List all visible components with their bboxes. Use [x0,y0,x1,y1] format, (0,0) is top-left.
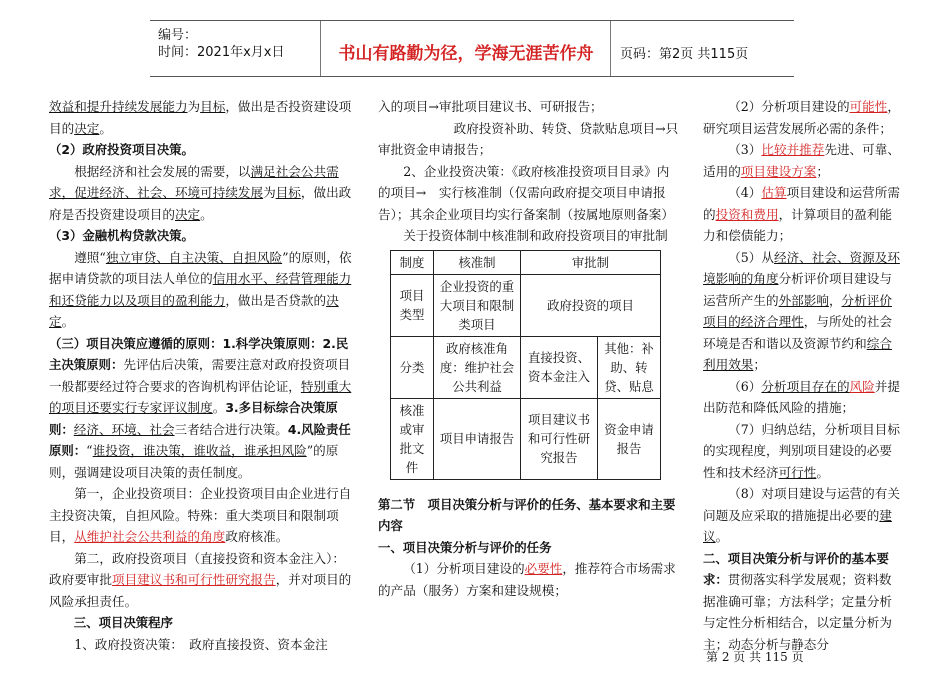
table-cell: 政府核准角度：维护社会公共利益 [434,336,521,398]
text: ，做出政府是否投资建设项目的 [49,185,352,222]
paragraph: 政府投资补助、转贷、贷款贴息项目→只审批资金申请报告； [378,120,679,157]
table-cell: 资金申请报告 [598,398,661,479]
underlined-text: 外部影响 [778,292,829,308]
text: 。 [61,314,75,329]
paragraph [703,376,901,419]
table-cell: 分类 [391,336,434,398]
text: 根据经济和社会发展的需要，以 [74,163,251,179]
paragraph [378,558,680,601]
text: ，与所处的社会环境是否和谐以及资源节约和 [703,314,892,351]
underlined-text: 分析评价项目的经济合理性 [703,292,892,329]
paragraph: 关于投资体制中核准制和政府投资项目的审批制 [403,228,668,243]
text: ； [816,163,829,179]
text: 先评估后决策，需要注意对政府投资项目一般都要经过符合要求的咨询机构评估论证， [49,357,351,394]
text: 。 [99,120,112,136]
section-heading: 第二节 项目决策分析与评价的任务、基本要求和主要内容 [378,496,676,533]
paragraph [703,96,901,139]
paragraph: 入的项目→审批项目建议书、可研报告； [378,99,603,114]
bold-text: 3.多目标综合决策原则： [49,400,338,437]
text: 。 [715,529,729,544]
paragraph [49,247,353,333]
header-divider [610,21,611,76]
underlined-text: 目标 [200,99,226,114]
underlined-text: 经济、环境、社会 [73,421,175,437]
table-cell: 政府投资的项目 [521,274,661,336]
paragraph [703,419,901,484]
subheading: （3）金融机构贷款决策。 [49,228,194,243]
text: 项目建设和运营所需的 [703,185,900,222]
paragraph [49,96,353,139]
text: ，并对项目的风险承担责任。 [49,572,352,609]
underlined-text: 决定 [174,206,201,222]
text: 。 [212,400,226,415]
text: （6） [728,378,762,394]
text: 遵照“ [74,249,106,265]
text: ，研究项目运营发展所必需的条件； [703,99,900,136]
paragraph [703,548,901,656]
paragraph: 1、政府投资决策： 政府直接投资、资本金注 [74,636,328,652]
red-link[interactable]: 项目建设方案 [740,163,817,179]
underlined-text: 决定 [49,292,339,329]
text: 三者结合进行决策。 [174,421,288,437]
text: ，计算项目的盈利能力和偿债能力； [703,206,892,243]
table-cell: 项目建议书和可行性研究报告 [521,398,598,479]
underlined-text: 建议 [703,507,892,544]
header-divider [320,21,321,76]
underlined-text: 效益和提升持续发展能力 [49,99,188,114]
underlined-text: 独立审贷、自主决策、自担风险 [105,249,283,265]
text: 为 [263,185,276,200]
red-link[interactable]: 项目建议书和可行性研究报告 [111,572,276,587]
text: 为 [187,99,201,114]
bold-text: 4.风险责任原则： [49,421,351,458]
underlined-text: 信用水平、经营管理能力和还贷能力以及项目的盈利能力 [49,271,352,308]
text: ，推荐符合市场需求的产品（服务）方案和建设规模； [378,561,676,598]
red-link[interactable]: 估算 [761,185,787,200]
table-cell: 直接投资、资本金注入 [521,336,598,398]
text: ，做出是否投资建设项目的 [49,99,352,136]
text: ； [753,357,766,372]
text: （2）分析项目建设的 [728,99,850,114]
bold-text: （三）项目决策应遵循的原则：1.科学决策原则：2.民主决策原则： [49,335,349,372]
page-header [150,20,794,77]
subheading: （2）政府投资项目决策。 [49,142,194,157]
text: 第二，政府投资项目（直接投资和资本金注入）：政府要审批 [49,550,345,587]
red-link[interactable]: 必要性 [524,561,563,576]
text-column-left [49,96,353,655]
text: （5）从 [728,249,774,265]
underlined-text: 分析项目存在的 [761,378,850,394]
paragraph [49,161,353,226]
paragraph [49,483,353,548]
underlined-text: 特别重大的项目还要实行专家评议制度 [49,378,352,415]
table-cell: 项目类型 [391,274,434,336]
underlined-text: 经济、社会、资源及环境影响的角度 [703,249,900,286]
section-heading: 三、项目决策程序 [73,615,173,630]
text: 。 [200,206,213,222]
page-footer: 第 2 页 共 115 页 [706,650,804,664]
text-column-right [703,96,901,655]
text: （8）对项目建设与运营的有关问题及应采取的措施提出必要的 [703,486,900,523]
text: 先进、可靠、适用的 [703,142,900,179]
paragraph [703,182,901,247]
paragraph [703,483,901,548]
document-time-label: 时间：2021年x月x日 [158,45,285,60]
red-link[interactable]: 比较并推荐 [761,142,825,157]
underlined-text: 决定 [74,120,100,136]
text: ”的原则，强调建设项目决策的责任制度。 [49,443,339,480]
red-link[interactable]: 从维护社会公共利益的角度 [74,529,226,544]
comparison-table [390,250,661,480]
header-page-number: 页码：第2页 共115页 [620,47,749,62]
text-column-middle [378,96,680,601]
document-number-label: 编号： [158,28,198,43]
text: 政府核准。 [225,529,289,544]
paragraph [703,247,901,376]
paragraph [49,548,353,613]
text: （7）归纳总结，分析项目目标的实现程度，判别项目建设的必要性和技术经济 [703,421,900,480]
red-link[interactable]: 风险 [849,378,875,394]
red-link[interactable]: 可能性 [849,99,888,114]
underlined-text: 谁投资，谁决策，谁收益，谁承担风险 [92,443,307,458]
underlined-text: 满足社会公共需求，促进经济、社会、环境可持续发展 [49,163,339,200]
text: ， [828,292,842,308]
underlined-text: 目标 [275,185,301,200]
table-cell: 核准或审批文件 [391,398,434,479]
table-header: 核准制 [434,250,521,274]
text: （1）分析项目建设的 [403,561,525,576]
paragraph [703,139,901,182]
subheading: 一、项目决策分析与评价的任务 [378,539,552,555]
text: （3） [728,142,762,157]
text: “ [86,443,93,458]
text: 第一，企业投资项目：企业投资项目由企业进行自主投资决策，自担风险。特殊：重大类项目和限制项目， [49,486,352,544]
table-header: 制度 [391,250,434,274]
text: 并提出防范和降低风险的措施； [703,378,900,415]
underlined-text: 综合利用效果 [703,335,892,372]
text: 。 [816,464,829,480]
text: 贯彻落实科学发展观；资料数据准确可靠；方法科学；定量分析与定性分析相结合，以定量分析为主；动态分析与静态分 [703,572,892,652]
red-link[interactable]: 投资和费用 [715,206,779,222]
text: （4） [728,185,762,200]
bold-text: 二、项目决策分析与评价的基本要求： [703,550,889,587]
paragraph: 2、企业投资决策：《政府核准投资项目目录》内的项目→ 实行核准制（仅需向政府提交项目申请报告）；其余企业项目均实行备案制（按属地原则备案） [378,163,674,222]
underlined-text: 可行性 [778,464,817,480]
table-header: 审批制 [521,250,661,274]
table-cell: 企业投资的重大项目和限制类项目 [434,274,521,336]
text: 分析评价项目建设与运营所产生的 [703,271,892,308]
header-motto: 书山有路勤为径，学海无涯苦作舟 [338,44,594,64]
text: ，做出是否贷款的 [225,292,327,308]
table-cell: 其他：补助、转贷、贴息 [598,336,661,398]
paragraph [49,333,353,484]
table-cell: 项目申请报告 [434,398,521,479]
text: ”的原则，依据申请贷款的项目法人单位的 [49,249,352,286]
